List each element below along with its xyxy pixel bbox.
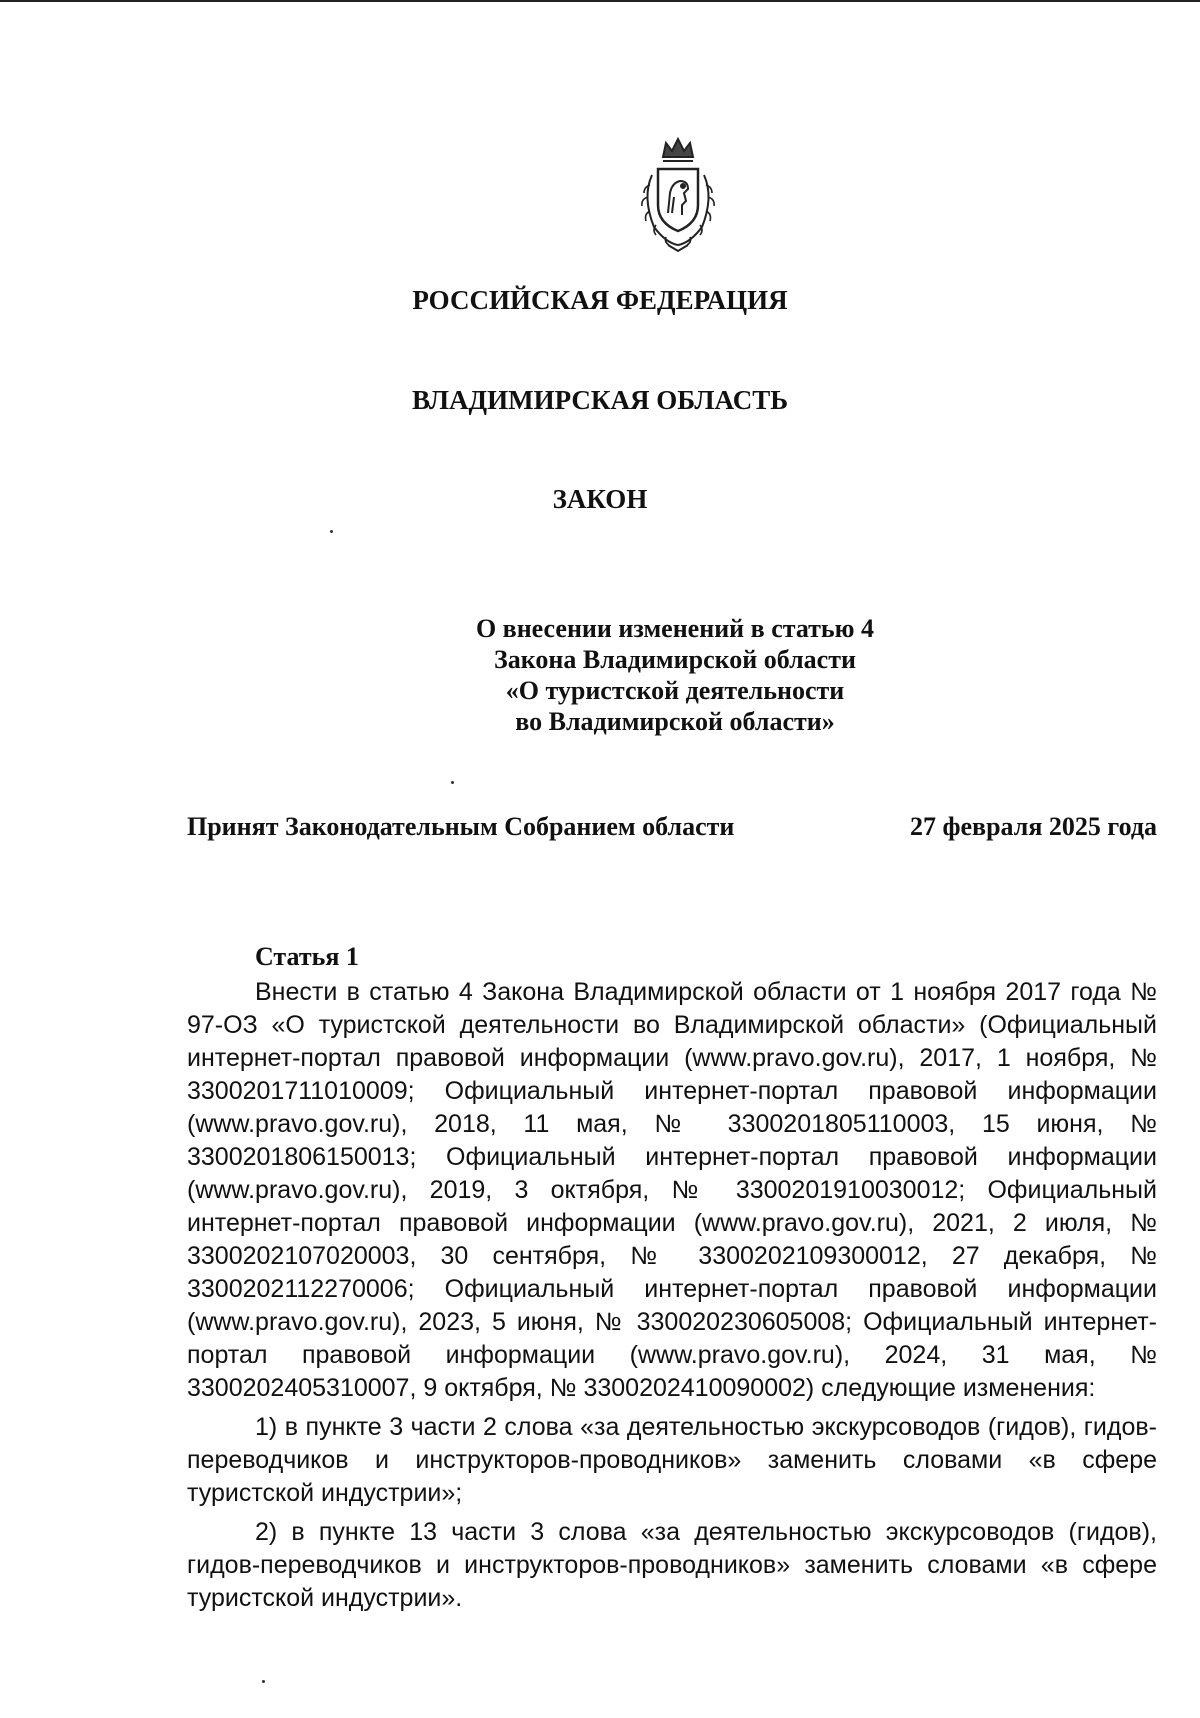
top-border-line [0, 0, 1200, 2]
scan-speck [451, 781, 454, 784]
country-heading: РОССИЙСКАЯ ФЕДЕРАЦИЯ [412, 285, 788, 315]
scan-speck [330, 530, 333, 533]
article-body [187, 976, 1157, 1615]
adoption-date: 27 февраля 2025 года [910, 812, 1157, 841]
article-title: Статья 1 [255, 942, 359, 971]
law-title [430, 613, 920, 737]
law-title-line: «О туристской деятельности [505, 676, 845, 705]
law-title-line: О внесении изменений в статью 4 [475, 614, 875, 643]
adoption-line [187, 812, 1157, 842]
adopting-body: Принят Законодательным Собранием области [187, 812, 735, 841]
document-type-heading: ЗАКОН [552, 484, 648, 514]
law-title-line: Закона Владимирской области [494, 645, 856, 674]
law-title-line: во Владимирской области» [515, 707, 835, 736]
region-heading: ВЛАДИМИРСКАЯ ОБЛАСТЬ [411, 385, 789, 415]
coat-of-arms-icon [628, 135, 728, 253]
amendment-item-2: 2) в пункте 13 части 3 слова «за деятельностью экскурсоводов (гидов), гидов-переводчиков и инструкторов-проводников» заменить словами «в сфере туристской индустрии». [187, 1518, 1157, 1612]
scan-speck [262, 1680, 265, 1683]
amendment-item-1: 1) в пункте 3 части 2 слова «за деятельностью экскурсоводов (гидов), гидов-переводчиков и инструкторов-проводников» заменить словами «в сфере туристской индустрии»; [187, 1413, 1157, 1507]
article-intro-paragraph: Внести в статью 4 Закона Владимирской области от 1 ноября 2017 года № 97-ОЗ «О туристской деятельности во Владимирской области» (Официальный интернет-портал правовой информации (www.pravo.gov.ru), 2017, 1 ноября, № 3300201711010009; Официальный интернет-портал правовой информации (www.pravo.gov.ru), 2018, 11 мая, № 3300201805110003, 15 июня, № 3300201806150013; Официальный интернет-портал правовой информации (www.pravo.gov.ru), 2019, 3 октября, № 3300201910030012; Официальный интернет-портал правовой информации (www.pravo.gov.ru), 2021, 2 июля, № 3300202107020003, 30 сентября, № 3300202109300012, 27 декабря, № 3300202112270006; Официальный интернет-портал правовой информации (www.pravo.gov.ru), 2023, 5 июня, № 330020230605008; Официальный интернет-портал правовой информации (www.pravo.gov.ru), 2024, 31 мая, № 3300202405310007, 9 октября, № 3300202410090002) следующие изменения: [187, 978, 1157, 1402]
